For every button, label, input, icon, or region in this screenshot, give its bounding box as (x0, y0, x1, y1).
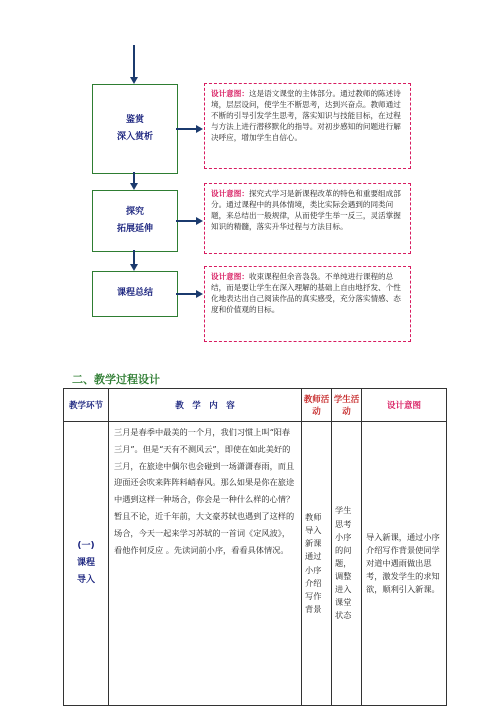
note-label: 设计意图： (211, 272, 249, 281)
header-content: 教 学 内 容 (109, 389, 302, 422)
connector-arrow (196, 290, 203, 298)
design-intent-note (204, 266, 411, 342)
table-row (64, 422, 447, 706)
connector-arrow (196, 125, 203, 133)
connector-arrow (196, 217, 203, 225)
flow-box-subtitle: 深入赏析 (116, 132, 153, 142)
connector-line (176, 128, 196, 130)
stage-number: (一) (77, 540, 95, 551)
connector-line (133, 45, 135, 77)
table-header-row (64, 389, 447, 422)
connector-arrow (130, 264, 138, 271)
student-activity-cell: 学生思考小序的问题，调整进入课堂状态 (332, 422, 362, 706)
content-cell: 三月是春季中最美的一个月，我们习惯上叫“阳春三月”。但是“天有不测风云”，即使在如此美好的三月，在旅途中偶尔也会碰到一场潇潇春雨，而且迎面还会吹来阵阵料峭春风。那么如果是你在旅途中遇到这样一种场合，你会是一种什么样的心情？暂且不论，近千年前，大文豪苏轼也遇到了这样的场合，今天一起来学习苏轼的一首词《定风波》，看他作何反应 。先读词前小序，看看具体情况。 (109, 422, 302, 706)
note-label: 设计意图： (211, 89, 249, 98)
note-text: 这是语文课堂的主体部分。通过教师的陈述诗境，层层设问，使学生不断思考，达到兴奋点。教师通过不断的引导引发学生思考，落实知识与技能目标，在过程与方法上进行潜移默化的指导。对初步感知的问题进行解决呼应，增加学生自信心。 (211, 89, 401, 142)
flow-box-title: 鉴赏 (125, 114, 144, 125)
flow-box-explore (92, 190, 178, 252)
design-intent-note (204, 83, 411, 169)
connector-line (133, 172, 135, 183)
header-student: 学生活动 (332, 389, 362, 422)
note-label: 设计意图： (211, 189, 249, 198)
connector-line (176, 293, 196, 295)
flow-box-appreciate (92, 84, 178, 174)
design-intent-cell: 导入新课，通过小序介绍写作背景使同学对道中遇雨做出思考，激发学生的求知欲，顺利引入新课。 (362, 422, 447, 706)
flow-box-summary (92, 271, 178, 317)
connector-arrow (130, 183, 138, 190)
header-intent: 设计意图 (362, 389, 447, 422)
connector-line (133, 250, 135, 264)
header-stage: 教学环节 (64, 389, 109, 422)
design-intent-note (204, 183, 411, 254)
section-title: 二、教学过程设计 (72, 373, 160, 386)
teacher-activity-cell: 教师导入新课通过小序介绍写作背景 (302, 422, 332, 706)
stage-name: 导入 (76, 575, 95, 586)
stage-name: 课程 (76, 557, 95, 568)
flow-box-title: 探究 (125, 206, 144, 217)
flow-box-title: 课程总结 (116, 288, 153, 299)
connector-arrow (130, 77, 138, 84)
stage-cell (64, 422, 109, 706)
note-text: 探究式学习是新课程改革的特色和重要组成部分。通过课程中的具体情境，类比实际会遇到的同类问题，来总结出一般规律，从而使学生举一反三，灵活掌握知识的精髓，落实升华过程与方法目标。 (211, 189, 401, 231)
connector-line (176, 220, 196, 222)
header-teacher: 教师活动 (302, 389, 332, 422)
flow-box-subtitle: 拓展延伸 (116, 224, 153, 234)
teaching-process-table (63, 388, 447, 706)
note-text: 收束课程但余音袅袅。不单纯进行课程的总结，而是要让学生在深入理解的基础上自由地抒发、个性化地表达出自己阅读作品的真实感受，充分落实情感、态度和价值观的目标。 (211, 272, 401, 314)
